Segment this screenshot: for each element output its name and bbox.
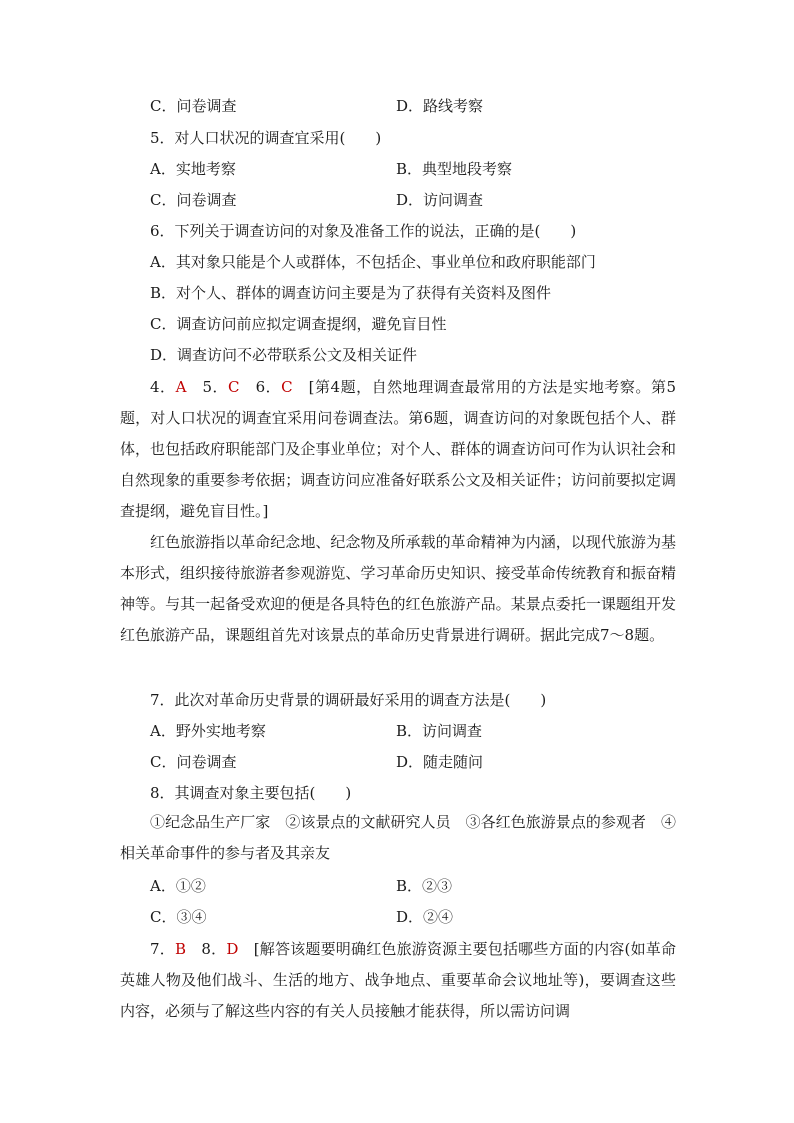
- answer-letter: B: [174, 940, 186, 958]
- q5-stem: 5．对人口状况的调查宜采用( ): [150, 129, 382, 147]
- answer-number: 5．: [186, 378, 229, 396]
- q5-option-d: D．访问调查: [396, 191, 484, 209]
- answer-letter: C: [281, 378, 293, 396]
- q4-option-c: C．问卷调查: [150, 97, 237, 115]
- q4-option-d: D．路线考察: [396, 97, 484, 115]
- q5-option-b: B．典型地段考察: [396, 160, 513, 178]
- q5-option-c: C．问卷调查: [150, 191, 237, 209]
- q8-option-a: A．①②: [150, 877, 206, 895]
- q5-option-a: A．实地考察: [150, 160, 236, 178]
- answer-explanation-text: [解答该题要明确红色旅游资源主要包括哪些方面的内容(如革命英雄人物及他们战斗、生活的地方、战争地点、重要革命会议地址等)，要调查这些内容，必须与了解这些内容的有关人员接触才能获得，所以需访问调: [120, 940, 677, 1020]
- q7-option-b: B．访问调查: [396, 722, 483, 740]
- answer-letter: C: [228, 378, 240, 396]
- answer-number: 6．: [239, 378, 282, 396]
- answer-letter: D: [226, 940, 239, 958]
- answer-number: 4．: [150, 378, 176, 396]
- answer-number: 8．: [185, 940, 227, 958]
- q6-stem: 6．下列关于调查访问的对象及准备工作的说法，正确的是( ): [150, 222, 577, 240]
- answer-letter: A: [175, 378, 187, 396]
- reading-passage: 红色旅游指以革命纪念地、纪念物及所承载的革命精神为内涵，以现代旅游为基本形式，组织接待旅游者参观游览、学习革命历史知识、接受革命传统教育和振奋精神等。与其一起备受欢迎的便是各具特色的红色旅游产品。某景点委托一课题组开发红色旅游产品，课题组首先对该景点的革命历史背景进行调研。据此完成7～8题。: [120, 533, 676, 644]
- q7-option-c: C．问卷调查: [150, 753, 237, 771]
- q8-option-c: C．③④: [150, 908, 207, 926]
- q6-option-a: A．其对象只能是个人或群体，不包括企、事业单位和政府职能部门: [150, 253, 596, 271]
- q6-option-c: C．调查访问前应拟定调查提纲，避免盲目性: [150, 315, 447, 333]
- q8-option-d: D．②④: [396, 908, 454, 926]
- q6-option-d: D．调查访问不必带联系公文及相关证件: [150, 346, 418, 364]
- q8-items: ①纪念品生产厂家 ②该景点的文献研究人员 ③各红色旅游景点的参观者 ④相关革命事件的参与者及其亲友: [120, 813, 676, 862]
- q7-option-d: D．随走随问: [396, 753, 484, 771]
- q8-stem: 8．其调查对象主要包括( ): [150, 784, 352, 802]
- answer-number: 7．: [150, 940, 175, 958]
- answer-explanation-4-6: [120, 372, 676, 527]
- answer-explanation-7-8: [120, 934, 676, 1027]
- answer-explanation-text: [第4题，自然地理调查最常用的方法是实地考察。第5题，对人口状况的调查宜采用问卷调查法。第6题，调查访问的对象既包括个人、群体，也包括政府职能部门及企事业单位；对个人、群体的调查访问可作为认识社会和自然现象的重要参考依据；调查访问应准备好联系公文及相关证件；访问前要拟定调查提纲，避免盲目性。]: [120, 378, 677, 520]
- q8-option-b: B．②③: [396, 877, 453, 895]
- q7-option-a: A．野外实地考察: [150, 722, 266, 740]
- q6-option-b: B．对个人、群体的调查访问主要是为了获得有关资料及图件: [150, 284, 552, 302]
- q7-stem: 7．此次对革命历史背景的调研最好采用的调查方法是( ): [150, 691, 547, 709]
